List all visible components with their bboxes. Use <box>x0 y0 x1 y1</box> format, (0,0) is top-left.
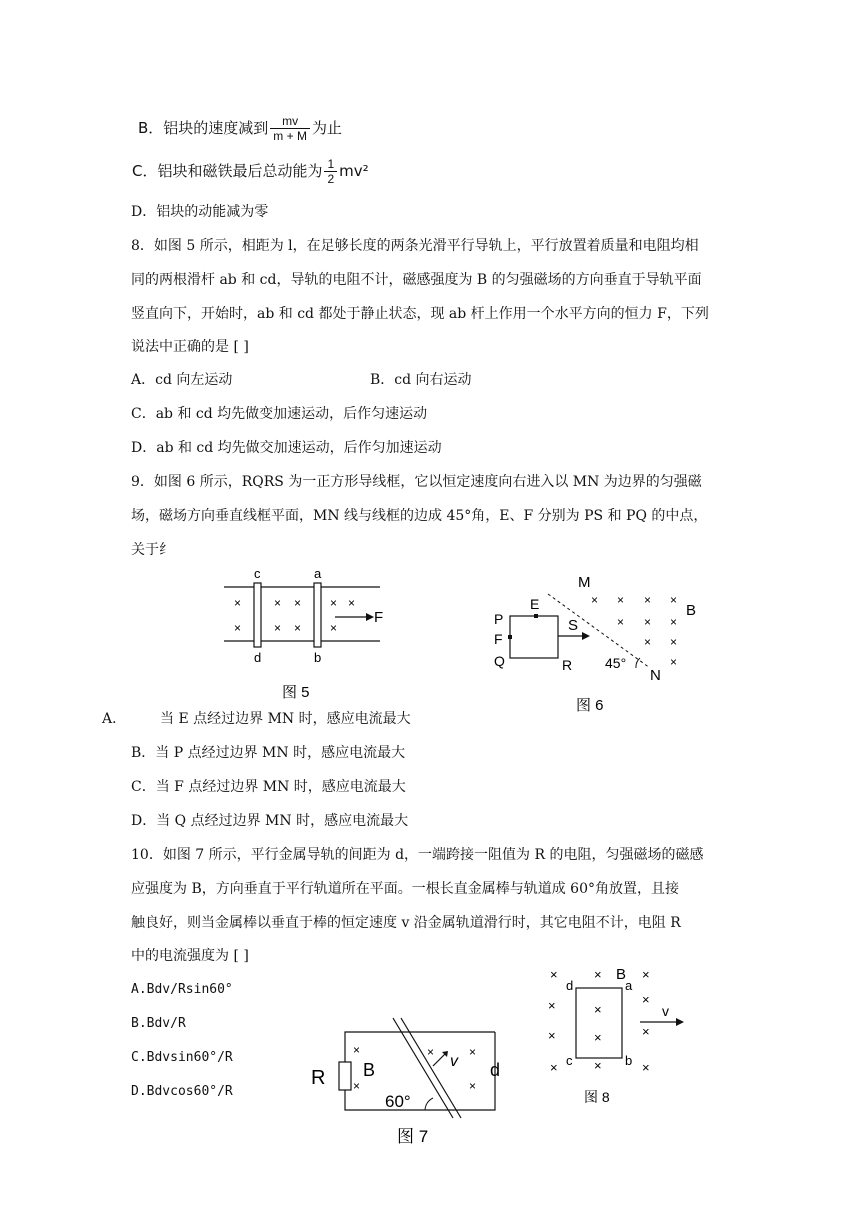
q10-line-2: 应强度为 B，方向垂直于平行轨道所在平面。一根长直金属棒与轨道成 60°角放置，且接 <box>131 881 680 897</box>
q7-option-b-suffix: 为止 <box>311 119 342 137</box>
arrowhead-icon <box>676 1018 684 1026</box>
label-R: R <box>562 657 573 673</box>
figure-8 <box>544 962 694 1112</box>
x-mark: × <box>469 1079 477 1093</box>
q10-line-1: 10．如图 7 所示，平行金属导轨的间距为 d，一端跨接一阻值为 R 的电阻，匀强磁场的磁感 <box>131 847 704 863</box>
q8-line-2: 同的两根滑杆 ab 和 cd，导轨的电阻不计，磁感强度为 B 的匀强磁场的方向垂直于导轨平面 <box>131 272 702 288</box>
x-mark: × <box>274 621 282 635</box>
x-mark: × <box>591 593 599 607</box>
q7-option-b <box>138 114 342 143</box>
label-B: B <box>686 602 697 619</box>
label-F: F <box>374 609 384 626</box>
q10-line-3: 触良好，则当金属棒以垂直于棒的恒定速度 v 沿金属轨道滑行时，其它电阻不计，电阻 R <box>131 915 681 931</box>
q9-line-1: 9．如图 6 所示，RQRS 为一正方形导线框，它以恒定速度向右进入以 MN 为边界的匀强磁 <box>131 474 702 490</box>
x-mark: × <box>594 967 602 982</box>
q8-option-b: B．cd 向右运动 <box>370 372 472 388</box>
x-mark: × <box>594 1058 602 1073</box>
q8-line-1: 8．如图 5 所示，相距为 l，在足够长度的两条光滑平行导轨上，平行放置着质量和电阻均相 <box>131 238 699 254</box>
x-mark: × <box>670 635 678 649</box>
label-E: E <box>530 596 540 612</box>
q7-option-b-fraction <box>270 114 310 143</box>
x-mark: × <box>330 596 338 610</box>
angle-label: 60° <box>385 1092 411 1111</box>
x-mark: × <box>644 635 652 649</box>
x-mark: × <box>550 967 558 982</box>
x-mark: × <box>274 596 282 610</box>
q8-line-4: 说法中正确的是 [ ] <box>131 339 249 355</box>
label-d: d <box>566 978 574 993</box>
label-P: P <box>494 611 504 627</box>
q10-option-d: D.Bdvcos60°/R <box>131 1084 233 1099</box>
q9-line-3: 关于纟 <box>131 542 173 558</box>
x-mark: × <box>234 596 242 610</box>
x-mark: × <box>644 593 652 607</box>
x-mark: × <box>670 593 678 607</box>
q7-option-d: D．铝块的动能减为零 <box>131 204 269 220</box>
q7-option-b-prefix: B．铝块的速度减到 <box>138 119 269 137</box>
field-marks <box>234 596 355 635</box>
label-F: F <box>494 631 503 647</box>
q10-option-b: B.Bdv/R <box>131 1016 186 1031</box>
x-mark: × <box>644 615 652 629</box>
x-mark: × <box>427 1045 435 1059</box>
x-mark: × <box>294 596 302 610</box>
x-mark: × <box>550 1060 558 1075</box>
arrowhead-icon <box>582 632 590 640</box>
x-mark: × <box>642 967 650 982</box>
field-marks <box>591 593 677 669</box>
figure-5-caption: 图 5 <box>282 684 310 701</box>
q9-option-a: 当 E 点经过边界 MN 时，感应电流最大 <box>160 711 411 727</box>
angle-label: 45° <box>605 655 627 671</box>
fraction-numerator: 1 <box>324 157 337 172</box>
fraction-denominator: m + M <box>273 129 307 143</box>
label-c: c <box>254 566 261 581</box>
field-marks <box>548 967 650 1075</box>
label-a: a <box>625 978 633 993</box>
q10-option-c: C.Bdvsin60°/R <box>131 1050 233 1065</box>
label-d: d <box>254 650 262 665</box>
label-b: b <box>314 650 322 665</box>
q8-option-a: A．cd 向左运动 <box>131 372 233 388</box>
x-mark: × <box>548 1028 556 1043</box>
x-mark: × <box>642 1024 650 1039</box>
fraction-denominator: 2 <box>327 172 335 186</box>
x-mark: × <box>594 1030 602 1045</box>
x-mark: × <box>642 1060 650 1075</box>
x-mark: × <box>594 1002 602 1017</box>
x-mark: × <box>330 621 338 635</box>
label-d: d <box>490 1060 501 1080</box>
label-c: c <box>566 1053 573 1068</box>
label-v: v <box>450 1053 458 1070</box>
q7-option-c-fraction <box>324 157 337 186</box>
q9-option-a-label: A． <box>102 711 127 727</box>
figure-7-caption: 图 7 <box>397 1127 429 1146</box>
q10-option-a: A.Bdv/Rsin60° <box>131 982 233 997</box>
label-N: N <box>650 667 661 684</box>
q7-option-c-suffix: mv² <box>339 162 369 180</box>
label-b: b <box>625 1053 633 1068</box>
figure-7 <box>305 1014 520 1149</box>
q8-option-c: C．ab 和 cd 均先做变加速运动，后作匀速运动 <box>131 406 428 422</box>
q7-option-c-prefix: C．铝块和磁铁最后总动能为 <box>132 162 323 180</box>
q7-option-c <box>132 157 369 186</box>
x-mark: × <box>348 596 356 610</box>
q10-line-4: 中的电流强度为 [ ] <box>131 948 249 964</box>
q9-option-b: B．当 P 点经过边界 MN 时，感应电流最大 <box>131 745 406 761</box>
label-M: M <box>578 574 591 591</box>
figure-6 <box>490 568 710 718</box>
label-Q: Q <box>494 653 505 669</box>
figure-8-caption: 图 8 <box>584 1089 610 1105</box>
resistor <box>339 1062 351 1090</box>
label-R: R <box>311 1067 326 1089</box>
x-mark: × <box>617 615 625 629</box>
arrowhead-icon <box>366 613 374 621</box>
x-mark: × <box>353 1079 361 1093</box>
q8-line-3: 竖直向下，开始时，ab 和 cd 都处于静止状态，现 ab 杆上作用一个水平方向的恒力 F，下列 <box>131 306 709 322</box>
x-mark: × <box>294 621 302 635</box>
x-mark: × <box>548 998 556 1013</box>
x-mark: × <box>469 1045 477 1059</box>
square-loop <box>510 616 558 658</box>
angle-arc <box>636 658 640 668</box>
label-B: B <box>616 966 627 983</box>
fraction-numerator: mv <box>270 114 310 129</box>
x-mark: × <box>617 593 625 607</box>
q9-line-2: 场，磁场方向垂直线框平面，MN 线与线框的边成 45°角，E、F 分别为 PS 和 PQ 的中点， <box>131 508 708 524</box>
figure-6-caption: 图 6 <box>576 697 604 714</box>
q9-option-d: D．当 Q 点经过边界 MN 时，感应电流最大 <box>131 813 409 829</box>
x-mark: × <box>670 615 678 629</box>
rectangular-loop <box>576 988 622 1058</box>
label-B: B <box>363 1060 376 1080</box>
velocity-arrow <box>433 1054 445 1066</box>
label-a: a <box>314 566 322 581</box>
x-mark: × <box>353 1043 361 1057</box>
label-v: v <box>662 1003 669 1019</box>
q8-option-d: D．ab 和 cd 均先做交加速运动，后作匀加速运动 <box>131 440 442 456</box>
q9-option-c: C．当 F 点经过边界 MN 时，感应电流最大 <box>131 779 406 795</box>
x-mark: × <box>642 992 650 1007</box>
figure-5 <box>220 565 400 705</box>
label-S: S <box>568 617 579 634</box>
x-mark: × <box>670 655 678 669</box>
x-mark: × <box>234 621 242 635</box>
